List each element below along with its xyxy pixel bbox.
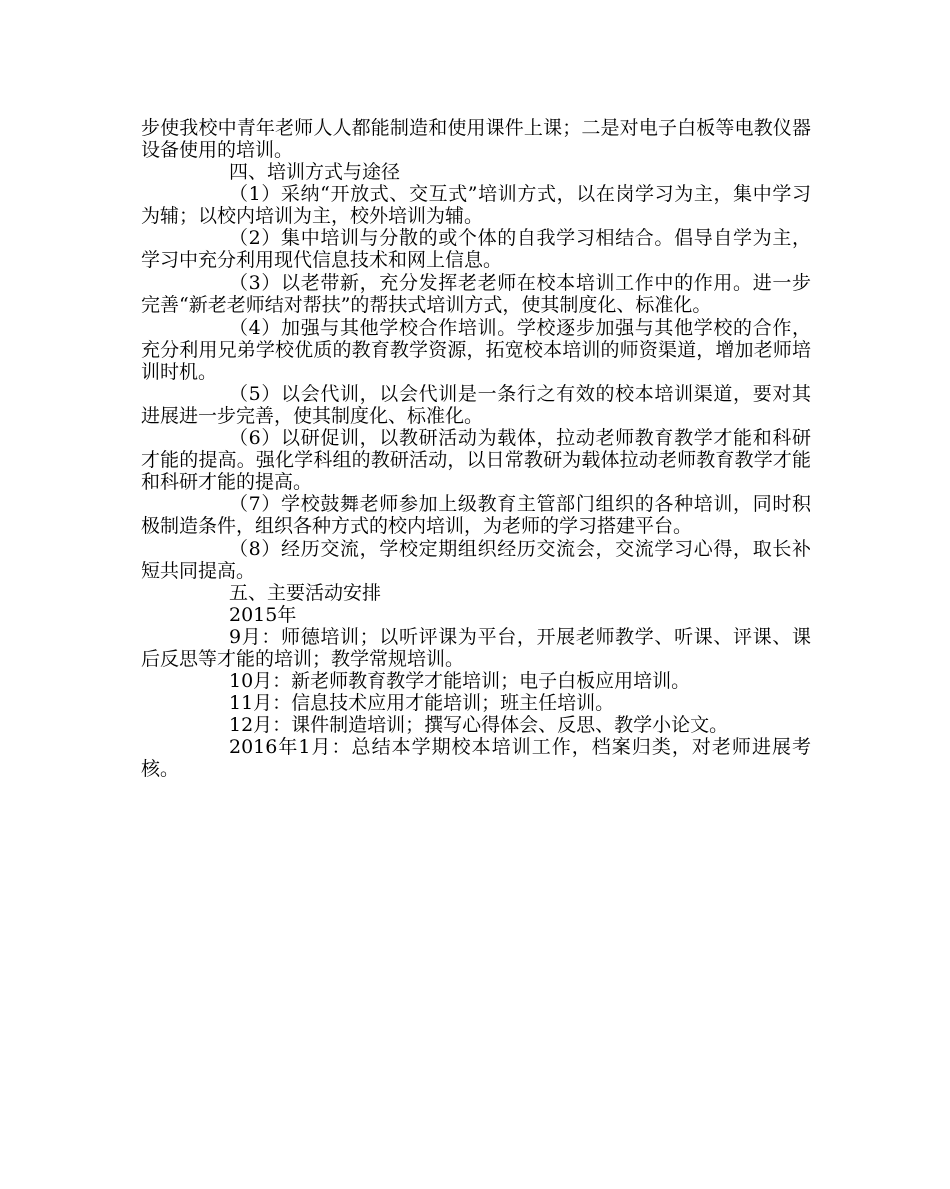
section-heading-training-methods: 四、培训方式与途径	[229, 161, 401, 183]
schedule-year-heading: 2015年	[229, 604, 297, 626]
schedule-item-november: 11月：信息技术应用才能培训；班主任培训。	[229, 692, 615, 714]
method-item-4: （4）加强与其他学校合作培训。学校逐步加强与其他学校的合作，充分利用兄弟学校优质的教育教学资源，拓宽校本培训的师资渠道，增加老师培训时机。	[141, 317, 811, 383]
schedule-item-september: 9月：师德培训；以听评课为平台，开展老师教学、听课、评课、课后反思等才能的培训；教学常规培训。	[141, 626, 811, 670]
method-item-6: （6）以研促训，以教研活动为载体，拉动老师教育教学才能和科研才能的提高。强化学科组的教研活动，以日常教研为载体拉动老师教育教学才能和科研才能的提高。	[141, 427, 811, 493]
document-page	[141, 117, 811, 780]
schedule-item-october: 10月：新老师教育教学才能培训；电子白板应用培训。	[229, 670, 691, 692]
method-item-3: （3）以老带新，充分发挥老老师在校本培训工作中的作用。进一步完善“新老老师结对帮扶”的帮扶式培训方式，使其制度化、标准化。	[141, 272, 811, 316]
method-item-1: （1）采纳“开放式、交互式”培训方式，以在岗学习为主，集中学习为辅；以校内培训为主，校外培训为辅。	[141, 183, 811, 227]
paragraph-continuation: 步使我校中青年老师人人都能制造和使用课件上课；二是对电子白板等电教仪器设备使用的培训。	[141, 117, 811, 161]
method-item-2: （2）集中培训与分散的或个体的自我学习相结合。倡导自学为主，学习中充分利用现代信息技术和网上信息。	[141, 227, 811, 271]
method-item-5: （5）以会代训，以会代训是一条行之有效的校本培训渠道，要对其进展进一步完善，使其制度化、标准化。	[141, 383, 811, 427]
section-heading-activity-schedule: 五、主要活动安排	[229, 582, 382, 604]
method-item-8: （8）经历交流，学校定期组织经历交流会，交流学习心得，取长补短共同提高。	[141, 538, 811, 582]
schedule-item-january: 2016年1月：总结本学期校本培训工作，档案归类，对老师进展考核。	[141, 736, 811, 780]
schedule-item-december: 12月：课件制造培训；撰写心得体会、反思、教学小论文。	[229, 714, 729, 736]
method-item-7: （7）学校鼓舞老师参加上级教育主管部门组织的各种培训，同时积极制造条件，组织各种方式的校内培训，为老师的学习搭建平台。	[141, 493, 811, 537]
